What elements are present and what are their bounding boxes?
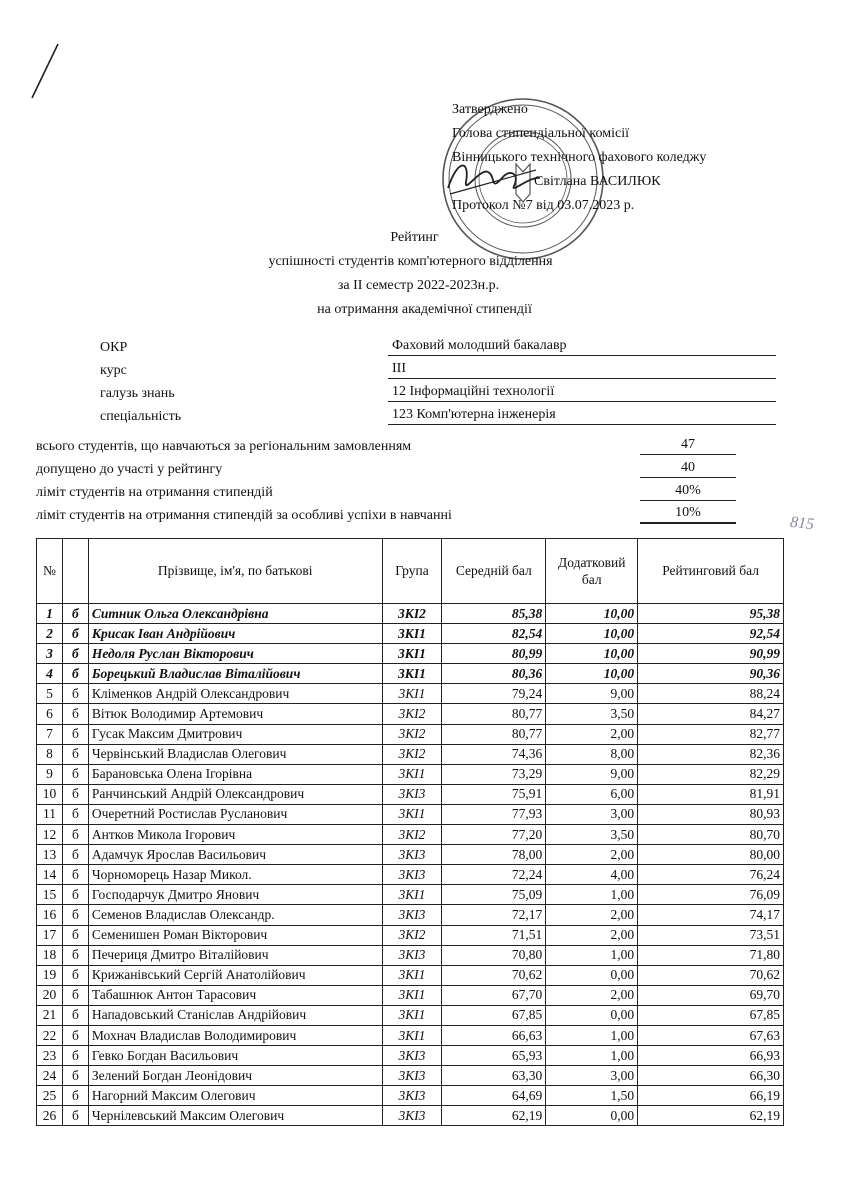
row-name: Нападовський Станіслав Андрійович	[88, 1005, 382, 1025]
row-average: 80,77	[442, 704, 546, 724]
program-info	[100, 333, 776, 425]
row-group: 3КІ1	[382, 684, 442, 704]
row-number: 17	[37, 925, 63, 945]
stats-value: 10%	[640, 505, 736, 524]
row-name: Адамчук Ярослав Васильович	[88, 845, 382, 865]
row-additional: 2,00	[546, 724, 638, 744]
row-form: б	[62, 764, 88, 784]
row-form: б	[62, 664, 88, 684]
approval-line: Затверджено	[452, 102, 528, 117]
table-row	[37, 1086, 784, 1106]
row-rating: 67,63	[638, 1025, 784, 1045]
header-form	[62, 539, 88, 604]
row-number: 2	[37, 624, 63, 644]
row-rating: 76,09	[638, 885, 784, 905]
row-additional: 1,00	[546, 1046, 638, 1066]
row-group: 3КІ2	[382, 704, 442, 724]
row-average: 75,91	[442, 784, 546, 804]
table-row	[37, 925, 784, 945]
table-row	[37, 905, 784, 925]
row-name: Семенов Владислав Олександр.	[88, 905, 382, 925]
row-form: б	[62, 704, 88, 724]
approval-line: Вінницького технічного фахового коледжу	[452, 150, 707, 165]
row-name: Мохнач Владислав Володимирович	[88, 1025, 382, 1045]
row-additional: 10,00	[546, 664, 638, 684]
table-row	[37, 784, 784, 804]
row-form: б	[62, 885, 88, 905]
row-form: б	[62, 1086, 88, 1106]
row-name: Очеретний Ростислав Русланович	[88, 804, 382, 824]
row-name: Недоля Руслан Вікторович	[88, 644, 382, 664]
row-number: 7	[37, 724, 63, 744]
row-form: б	[62, 825, 88, 845]
table-row	[37, 804, 784, 824]
row-average: 80,36	[442, 664, 546, 684]
row-name: Чорноморець Назар Микол.	[88, 865, 382, 885]
approval-line: Світлана ВАСИЛЮК	[534, 174, 661, 189]
row-name: Зелений Богдан Леонідович	[88, 1066, 382, 1086]
row-group: 3КІ3	[382, 784, 442, 804]
header-additional: Додатковий бал	[546, 539, 638, 604]
row-additional: 10,00	[546, 644, 638, 664]
table-row	[37, 825, 784, 845]
table-row	[37, 1005, 784, 1025]
title-line: Рейтинг	[390, 230, 439, 245]
row-average: 75,09	[442, 885, 546, 905]
row-form: б	[62, 925, 88, 945]
row-additional: 1,00	[546, 1025, 638, 1045]
row-average: 63,30	[442, 1066, 546, 1086]
row-form: б	[62, 845, 88, 865]
row-average: 74,36	[442, 744, 546, 764]
program-row	[100, 402, 776, 425]
row-form: б	[62, 1046, 88, 1066]
row-average: 85,38	[442, 604, 546, 624]
row-rating: 82,77	[638, 724, 784, 744]
row-form: б	[62, 965, 88, 985]
row-additional: 0,00	[546, 1106, 638, 1126]
row-additional: 3,00	[546, 804, 638, 824]
row-rating: 80,93	[638, 804, 784, 824]
row-number: 6	[37, 704, 63, 724]
row-name: Табашнюк Антон Тарасович	[88, 985, 382, 1005]
stats-row	[36, 432, 736, 455]
row-additional: 1,50	[546, 1086, 638, 1106]
row-group: 3КІ1	[382, 985, 442, 1005]
row-number: 5	[37, 684, 63, 704]
row-additional: 6,00	[546, 784, 638, 804]
row-average: 79,24	[442, 684, 546, 704]
table-row	[37, 1046, 784, 1066]
row-rating: 82,36	[638, 744, 784, 764]
program-value: 12 Інформаційні технології	[388, 384, 776, 402]
program-value: ІІІ	[388, 361, 776, 379]
row-average: 70,62	[442, 965, 546, 985]
program-key: спеціальність	[100, 409, 182, 424]
row-additional: 4,00	[546, 865, 638, 885]
title-line: за ІІ семестр 2022-2023н.р.	[337, 278, 500, 293]
row-name: Червінський Владислав Олегович	[88, 744, 382, 764]
row-rating: 90,36	[638, 664, 784, 684]
row-rating: 90,99	[638, 644, 784, 664]
row-number: 4	[37, 664, 63, 684]
program-value: 123 Комп'ютерна інженерія	[388, 407, 776, 425]
row-number: 21	[37, 1005, 63, 1025]
row-name: Господарчук Дмитро Янович	[88, 885, 382, 905]
handwritten-note: 815	[789, 513, 815, 534]
row-number: 12	[37, 825, 63, 845]
row-group: 3КІ3	[382, 1086, 442, 1106]
row-form: б	[62, 624, 88, 644]
row-group: 3КІ2	[382, 744, 442, 764]
stats-key: допущено до участі у рейтингу	[36, 462, 223, 477]
row-average: 77,20	[442, 825, 546, 845]
row-form: б	[62, 784, 88, 804]
row-average: 67,85	[442, 1005, 546, 1025]
row-form: б	[62, 1005, 88, 1025]
table-row	[37, 865, 784, 885]
row-group: 3КІ1	[382, 624, 442, 644]
table-row	[37, 885, 784, 905]
stats-block	[36, 432, 736, 524]
row-average: 82,54	[442, 624, 546, 644]
row-group: 3КІ2	[382, 724, 442, 744]
row-name: Гусак Максим Дмитрович	[88, 724, 382, 744]
row-average: 72,24	[442, 865, 546, 885]
stats-key: ліміт студентів на отримання стипендій за особливі успіхи в навчанні	[36, 508, 452, 523]
row-average: 73,29	[442, 764, 546, 784]
table-row	[37, 684, 784, 704]
row-rating: 67,85	[638, 1005, 784, 1025]
row-rating: 66,19	[638, 1086, 784, 1106]
row-rating: 95,38	[638, 604, 784, 624]
row-rating: 76,24	[638, 865, 784, 885]
program-row	[100, 333, 776, 356]
row-name: Борецький Владислав Віталійович	[88, 664, 382, 684]
row-number: 14	[37, 865, 63, 885]
row-number: 16	[37, 905, 63, 925]
row-number: 9	[37, 764, 63, 784]
program-key: ОКР	[100, 340, 128, 355]
row-name: Крижанівський Сергій Анатолійович	[88, 965, 382, 985]
row-name: Ситник Ольга Олександрівна	[88, 604, 382, 624]
row-number: 24	[37, 1066, 63, 1086]
row-average: 64,69	[442, 1086, 546, 1106]
row-rating: 66,93	[638, 1046, 784, 1066]
row-average: 67,70	[442, 985, 546, 1005]
approval-line: Голова стипендіальної комісії	[452, 126, 629, 141]
row-number: 23	[37, 1046, 63, 1066]
program-value: Фаховий молодший бакалавр	[388, 338, 776, 356]
row-form: б	[62, 1066, 88, 1086]
row-name: Семенишен Роман Вікторович	[88, 925, 382, 945]
row-additional: 1,00	[546, 885, 638, 905]
row-name: Нагорний Максим Олегович	[88, 1086, 382, 1106]
approval-block	[452, 98, 706, 218]
row-additional: 3,50	[546, 704, 638, 724]
row-additional: 10,00	[546, 624, 638, 644]
table-row	[37, 1025, 784, 1045]
row-name: Гевко Богдан Васильович	[88, 1046, 382, 1066]
row-form: б	[62, 804, 88, 824]
table-row	[37, 945, 784, 965]
title-line: на отримання академічної стипендії	[317, 302, 532, 317]
row-name: Вітюк Володимир Артемович	[88, 704, 382, 724]
row-name: Кліменков Андрій Олександрович	[88, 684, 382, 704]
row-additional: 0,00	[546, 965, 638, 985]
row-rating: 92,54	[638, 624, 784, 644]
row-average: 71,51	[442, 925, 546, 945]
row-rating: 80,70	[638, 825, 784, 845]
table-row	[37, 985, 784, 1005]
row-group: 3КІ3	[382, 905, 442, 925]
row-group: 3КІ3	[382, 865, 442, 885]
stats-row	[36, 478, 736, 501]
row-group: 3КІ3	[382, 1046, 442, 1066]
stats-key: всього студентів, що навчаються за регіональним замовленням	[36, 439, 412, 454]
header-group: Група	[382, 539, 442, 604]
pen-stroke-mark	[30, 42, 60, 100]
row-rating: 88,24	[638, 684, 784, 704]
row-average: 66,63	[442, 1025, 546, 1045]
row-name: Антков Микола Ігорович	[88, 825, 382, 845]
row-number: 1	[37, 604, 63, 624]
row-group: 3КІ1	[382, 1025, 442, 1045]
stats-row	[36, 501, 736, 524]
header-number: №	[37, 539, 63, 604]
row-number: 3	[37, 644, 63, 664]
row-group: 3КІ2	[382, 825, 442, 845]
row-number: 19	[37, 965, 63, 985]
row-group: 3КІ1	[382, 1005, 442, 1025]
row-form: б	[62, 865, 88, 885]
program-key: галузь знань	[100, 386, 175, 401]
row-average: 70,80	[442, 945, 546, 965]
row-form: б	[62, 644, 88, 664]
row-group: 3КІ1	[382, 885, 442, 905]
row-additional: 3,50	[546, 825, 638, 845]
row-additional: 0,00	[546, 1005, 638, 1025]
row-group: 3КІ1	[382, 664, 442, 684]
row-form: б	[62, 1106, 88, 1126]
row-rating: 81,91	[638, 784, 784, 804]
row-additional: 2,00	[546, 905, 638, 925]
row-average: 62,19	[442, 1106, 546, 1126]
row-additional: 8,00	[546, 744, 638, 764]
row-additional: 9,00	[546, 684, 638, 704]
row-average: 65,93	[442, 1046, 546, 1066]
table-row	[37, 744, 784, 764]
row-rating: 69,70	[638, 985, 784, 1005]
row-group: 3КІ1	[382, 644, 442, 664]
row-group: 3КІ1	[382, 804, 442, 824]
header-average: Середній бал	[442, 539, 546, 604]
table-row	[37, 644, 784, 664]
program-key: курс	[100, 363, 127, 378]
row-additional: 9,00	[546, 764, 638, 784]
row-group: 3КІ2	[382, 604, 442, 624]
row-additional: 3,00	[546, 1066, 638, 1086]
title-line: успішності студентів комп'ютерного відділення	[268, 254, 553, 269]
stats-row	[36, 455, 736, 478]
row-additional: 2,00	[546, 845, 638, 865]
row-additional: 10,00	[546, 604, 638, 624]
program-row	[100, 379, 776, 402]
table-row	[37, 764, 784, 784]
row-number: 18	[37, 945, 63, 965]
row-rating: 73,51	[638, 925, 784, 945]
table-row	[37, 724, 784, 744]
row-number: 15	[37, 885, 63, 905]
table-row	[37, 604, 784, 624]
row-rating: 82,29	[638, 764, 784, 784]
row-number: 25	[37, 1086, 63, 1106]
row-average: 72,17	[442, 905, 546, 925]
row-name: Барановська Олена Ігорівна	[88, 764, 382, 784]
stats-key: ліміт студентів на отримання стипендій	[36, 485, 273, 500]
row-group: 3КІ1	[382, 965, 442, 985]
stats-value: 47	[640, 437, 736, 455]
row-group: 3КІ3	[382, 1066, 442, 1086]
row-form: б	[62, 945, 88, 965]
row-number: 20	[37, 985, 63, 1005]
row-average: 80,77	[442, 724, 546, 744]
row-rating: 62,19	[638, 1106, 784, 1126]
row-group: 3КІ3	[382, 945, 442, 965]
row-additional: 2,00	[546, 925, 638, 945]
row-form: б	[62, 905, 88, 925]
table-row	[37, 704, 784, 724]
approval-line: Протокол №7 від 03.07.2023 р.	[452, 198, 635, 213]
row-average: 78,00	[442, 845, 546, 865]
row-name: Печериця Дмитро Віталійович	[88, 945, 382, 965]
row-form: б	[62, 684, 88, 704]
table-row	[37, 624, 784, 644]
row-number: 13	[37, 845, 63, 865]
row-form: б	[62, 1025, 88, 1045]
row-rating: 70,62	[638, 965, 784, 985]
row-rating: 74,17	[638, 905, 784, 925]
stats-value: 40%	[640, 483, 736, 501]
row-form: б	[62, 985, 88, 1005]
row-number: 26	[37, 1106, 63, 1126]
row-name: Ранчинський Андрій Олександрович	[88, 784, 382, 804]
table-row	[37, 664, 784, 684]
row-name: Крисак Іван Андрійович	[88, 624, 382, 644]
row-group: 3КІ1	[382, 764, 442, 784]
row-rating: 84,27	[638, 704, 784, 724]
header-name: Прізвище, ім'я, по батькові	[88, 539, 382, 604]
row-form: б	[62, 724, 88, 744]
row-number: 10	[37, 784, 63, 804]
document-title	[0, 226, 849, 322]
program-row	[100, 356, 776, 379]
row-average: 77,93	[442, 804, 546, 824]
row-number: 11	[37, 804, 63, 824]
row-rating: 71,80	[638, 945, 784, 965]
row-name: Чернілевський Максим Олегович	[88, 1106, 382, 1126]
row-rating: 80,00	[638, 845, 784, 865]
row-additional: 2,00	[546, 985, 638, 1005]
stats-value: 40	[640, 460, 736, 478]
row-group: 3КІ2	[382, 925, 442, 945]
table-row	[37, 1106, 784, 1126]
table-row	[37, 1066, 784, 1086]
row-group: 3КІ3	[382, 1106, 442, 1126]
row-number: 8	[37, 744, 63, 764]
rating-table	[36, 538, 784, 1126]
table-row	[37, 845, 784, 865]
table-header-row	[37, 539, 784, 604]
row-number: 22	[37, 1025, 63, 1045]
header-rating: Рейтинговий бал	[638, 539, 784, 604]
row-form: б	[62, 604, 88, 624]
row-additional: 1,00	[546, 945, 638, 965]
row-group: 3КІ3	[382, 845, 442, 865]
row-rating: 66,30	[638, 1066, 784, 1086]
row-form: б	[62, 744, 88, 764]
row-average: 80,99	[442, 644, 546, 664]
table-row	[37, 965, 784, 985]
